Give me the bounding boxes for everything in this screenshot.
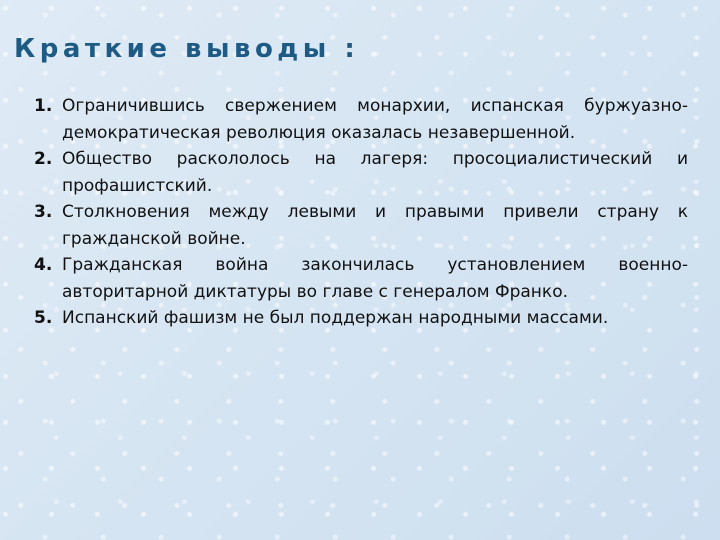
list-item-text: Общество раскололось на лагеря: просоциалистический и профашистский. (62, 149, 688, 196)
list-item-number: 4. (34, 255, 53, 275)
list-item (34, 93, 688, 146)
list-item (34, 199, 688, 252)
conclusions-list (34, 93, 688, 332)
list-item-number: 1. (34, 96, 53, 116)
list-item (34, 146, 688, 199)
list-item-number: 5. (34, 308, 53, 328)
list-item (34, 252, 688, 305)
list-item-text: Столкновения между левыми и правыми привели страну к гражданской войне. (62, 202, 688, 249)
slide-title: Краткие выводы : (14, 34, 360, 64)
list-item-text: Испанский фашизм не был поддержан народными массами. (62, 308, 609, 328)
list-item (34, 305, 688, 332)
list-item-number: 3. (34, 202, 53, 222)
list-item-number: 2. (34, 149, 53, 169)
list-item-text: Гражданская война закончилась установлением военно-авторитарной диктатуры во главе с генералом Франко. (62, 255, 688, 302)
list-item-text: Ограничившись свержением монархии, испанская буржуазно-демократическая революция оказалась незавершенной. (62, 96, 688, 143)
